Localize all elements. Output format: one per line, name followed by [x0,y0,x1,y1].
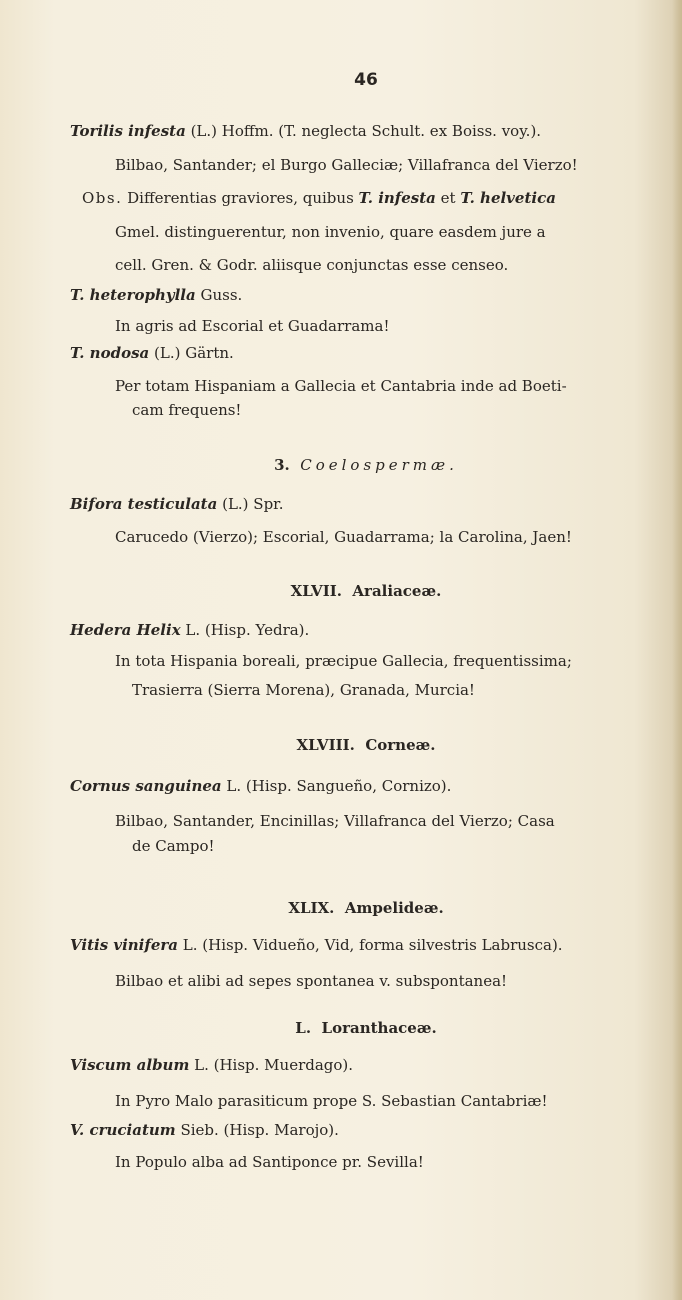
species-entry: T. nodosa (L.) Gärtn. [70,344,234,362]
locality-line: Carucedo (Vierzo); Escorial, Guadarrama; la Carolina, Jaen! [115,528,572,546]
locality-line: cam frequens! [132,401,242,419]
family-heading: XLVII. Araliaceæ. [290,582,442,600]
page-spine-shadow [672,0,682,1300]
observation-line: cell. Gren. & Godr. aliisque conjunctas esse censeo. [115,256,509,274]
locality-line: In Pyro Malo parasiticum prope S. Sebastian Cantabriæ! [115,1092,548,1110]
family-heading: XLIX. Ampelideæ. [288,899,444,917]
species-entry: Viscum album L. (Hisp. Muerdago). [70,1056,354,1074]
locality-line: Bilbao et alibi ad sepes spontanea v. subspontanea! [115,972,508,990]
family-heading: XLVIII. Corneæ. [296,736,436,754]
locality-line: Bilbao, Santander; el Burgo Galleciæ; Villafranca del Vierzo! [115,156,578,174]
locality-line: In tota Hispania boreali, præcipue Gallecia, frequentissima; [115,652,572,670]
locality-line: de Campo! [132,837,215,855]
species-entry: Torilis infesta (L.) Hoffm. (T. neglecta Schult. ex Boiss. voy.). [70,122,542,140]
species-entry: Cornus sanguinea L. (Hisp. Sangueño, Cornizo). [70,777,452,795]
species-entry: Hedera Helix L. (Hisp. Yedra). [70,621,310,639]
locality-line: Bilbao, Santander, Encinillas; Villafranca del Vierzo; Casa [115,812,555,830]
species-entry: T. heterophylla Guss. [70,286,243,304]
locality-line: In Populo alba ad Santiponce pr. Sevilla! [115,1153,424,1171]
locality-line: Per totam Hispaniam a Gallecia et Cantabria inde ad Boeti- [115,377,567,395]
observation-line: Gmel. distinguerentur, non invenio, quare easdem jure a [115,223,546,241]
observation-line: Obs. Differentias graviores, quibus T. infesta et T. helvetica [82,189,556,207]
section-heading: 3. Coelospermæ. [274,456,458,474]
locality-line: In agris ad Escorial et Guadarrama! [115,317,390,335]
species-entry: Bifora testiculata (L.) Spr. [70,495,284,513]
species-entry: V. cruciatum Sieb. (Hisp. Marojo). [70,1121,339,1139]
locality-line: Trasierra (Sierra Morena), Granada, Murcia! [132,681,475,699]
page-number: 46 [354,70,378,90]
family-heading: L. Loranthaceæ. [295,1019,437,1037]
species-entry: Vitis vinifera L. (Hisp. Vidueño, Vid, forma silvestris Labrusca). [70,936,563,954]
